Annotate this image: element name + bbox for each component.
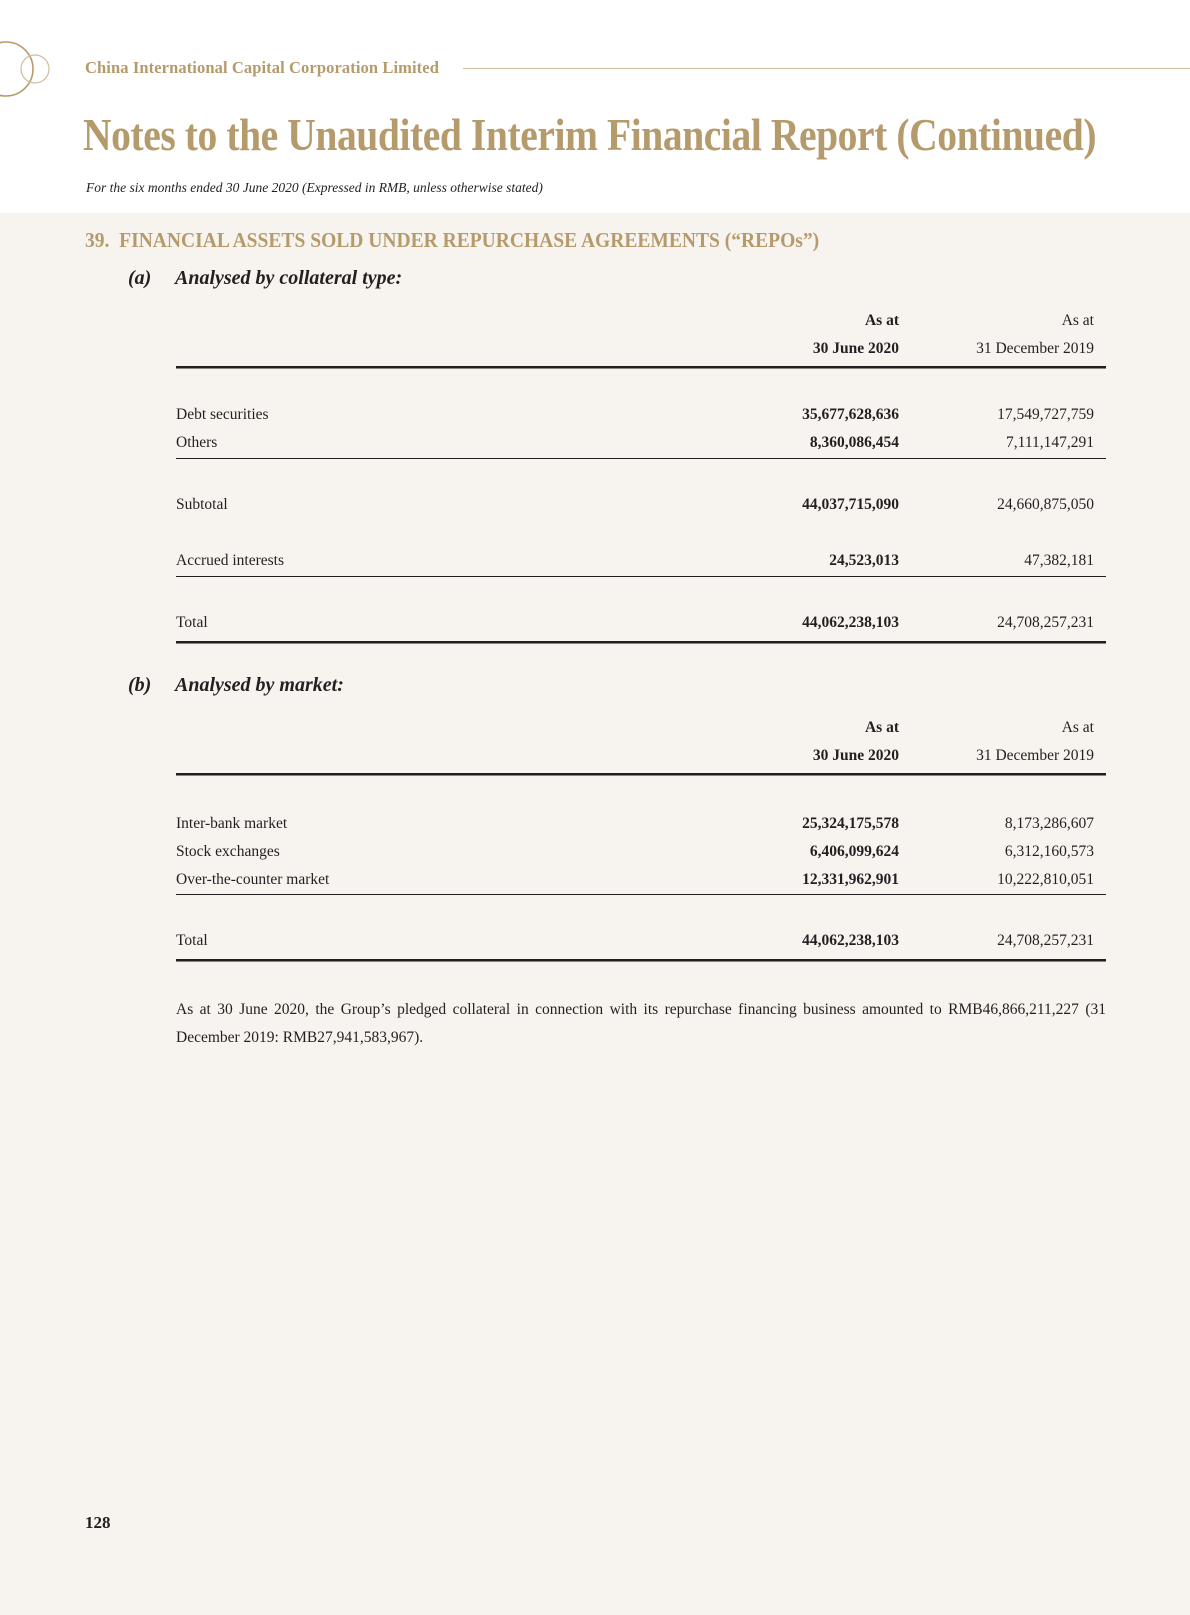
- page-subtitle: For the six months ended 30 June 2020 (Expressed in RMB, unless otherwise stated): [86, 180, 543, 195]
- pledged-collateral-note: As at 30 June 2020, the Group’s pledged collateral in connection with its repurchase financing business amounted to RMB46,866,211,227 (31 December 2019: RMB27,941,583,967).: [176, 1001, 1106, 1046]
- row-rule: [176, 576, 1106, 577]
- col-prior-line2: 31 December 2019: [976, 747, 1094, 764]
- table-row-subtotal: Subtotal 44,037,715,090 24,660,875,050: [176, 496, 1094, 513]
- section-number: 39.: [85, 228, 110, 252]
- col-current-line1: As at: [864, 312, 899, 329]
- table-row-total: Total 44,062,238,103 24,708,257,231: [176, 932, 1094, 949]
- subsection-letter: (a): [128, 267, 152, 289]
- company-logo-circles-icon: [0, 38, 60, 102]
- table-row: Over-the-counter market 12,331,962,901 10,222,810,051: [176, 871, 1094, 888]
- page-title: Notes to the Unaudited Interim Financial Report (Continued): [83, 109, 1097, 160]
- col-current-line1: As at: [864, 719, 899, 736]
- col-prior-line1: As at: [1061, 312, 1094, 329]
- header-divider: [463, 68, 1190, 69]
- section-title: FINANCIAL ASSETS SOLD UNDER REPURCHASE AGREEMENTS (“REPOs”): [119, 228, 820, 252]
- subsection-a-heading: [128, 267, 402, 290]
- table-row: Debt securities 35,677,628,636 17,549,727,759: [176, 406, 1094, 423]
- table-row: Inter-bank market 25,324,175,578 8,173,286,607: [176, 815, 1094, 832]
- total-rule: [176, 959, 1106, 962]
- subsection-title: Analysed by collateral type:: [175, 267, 403, 289]
- section-heading: [85, 228, 819, 253]
- subtotal-rule: [176, 894, 1106, 895]
- header-rule: [176, 773, 1106, 776]
- company-name: China International Capital Corporation Limited: [85, 58, 439, 77]
- table-row-total: Total 44,062,238,103 24,708,257,231: [176, 614, 1094, 631]
- col-current-line2: 30 June 2020: [812, 340, 899, 357]
- table-row: Others 8,360,086,454 7,111,147,291: [176, 434, 1094, 451]
- subsection-title: Analysed by market:: [175, 674, 344, 696]
- header-rule: [176, 366, 1106, 369]
- table-row: Accrued interests 24,523,013 47,382,181: [176, 552, 1094, 569]
- subtotal-rule: [176, 458, 1106, 459]
- total-rule: [176, 641, 1106, 644]
- col-current-line2: 30 June 2020: [812, 747, 899, 764]
- col-prior-line2: 31 December 2019: [976, 340, 1094, 357]
- subsection-b-heading: [128, 674, 344, 697]
- table-row: Stock exchanges 6,406,099,624 6,312,160,573: [176, 843, 1094, 860]
- col-prior-line1: As at: [1061, 719, 1094, 736]
- subsection-letter: (b): [128, 674, 152, 696]
- page-number: 128: [85, 1513, 111, 1532]
